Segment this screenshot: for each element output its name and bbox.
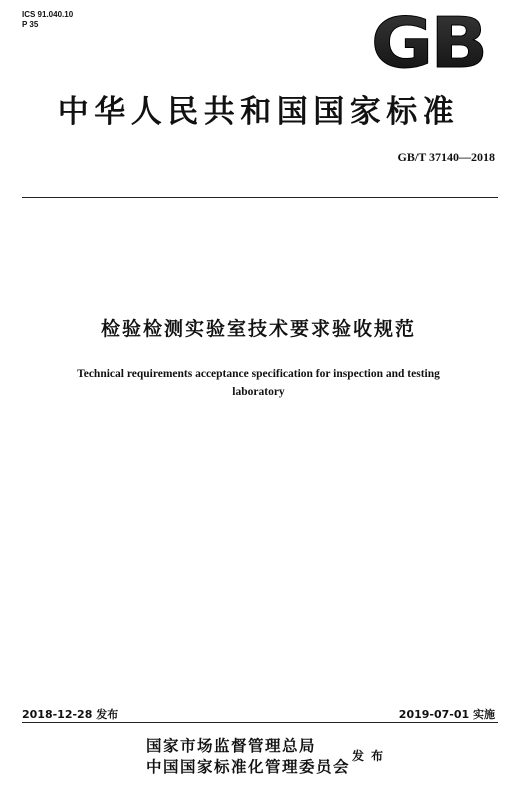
footer-divider xyxy=(22,722,498,723)
header-divider xyxy=(22,197,498,198)
national-standard-title: 中华人民共和国国家标准 xyxy=(57,94,460,130)
ccs-code: P 35 xyxy=(22,20,39,29)
document-title-zh: 检验检测实验室技术要求验收规范 xyxy=(100,318,416,340)
ics-code: ICS 91.040.10 xyxy=(22,10,74,19)
issue-date: 2018-12-28 发布 xyxy=(22,708,119,721)
effective-date: 2019-07-01 实施 xyxy=(398,708,495,721)
issuer-samr: 国家市场监督管理总局 xyxy=(146,737,317,755)
issuer-sac: 中国国家标准化管理委员会 xyxy=(146,758,351,776)
document-title-en: Technical requirements acceptance specification for inspection and testing laboratory xyxy=(77,368,440,398)
gb-logo-text: GB xyxy=(370,10,486,78)
standard-code: GB/T 37140—2018 xyxy=(397,150,495,164)
publish-label: 发布 xyxy=(352,749,391,763)
gb-logo xyxy=(358,10,498,78)
